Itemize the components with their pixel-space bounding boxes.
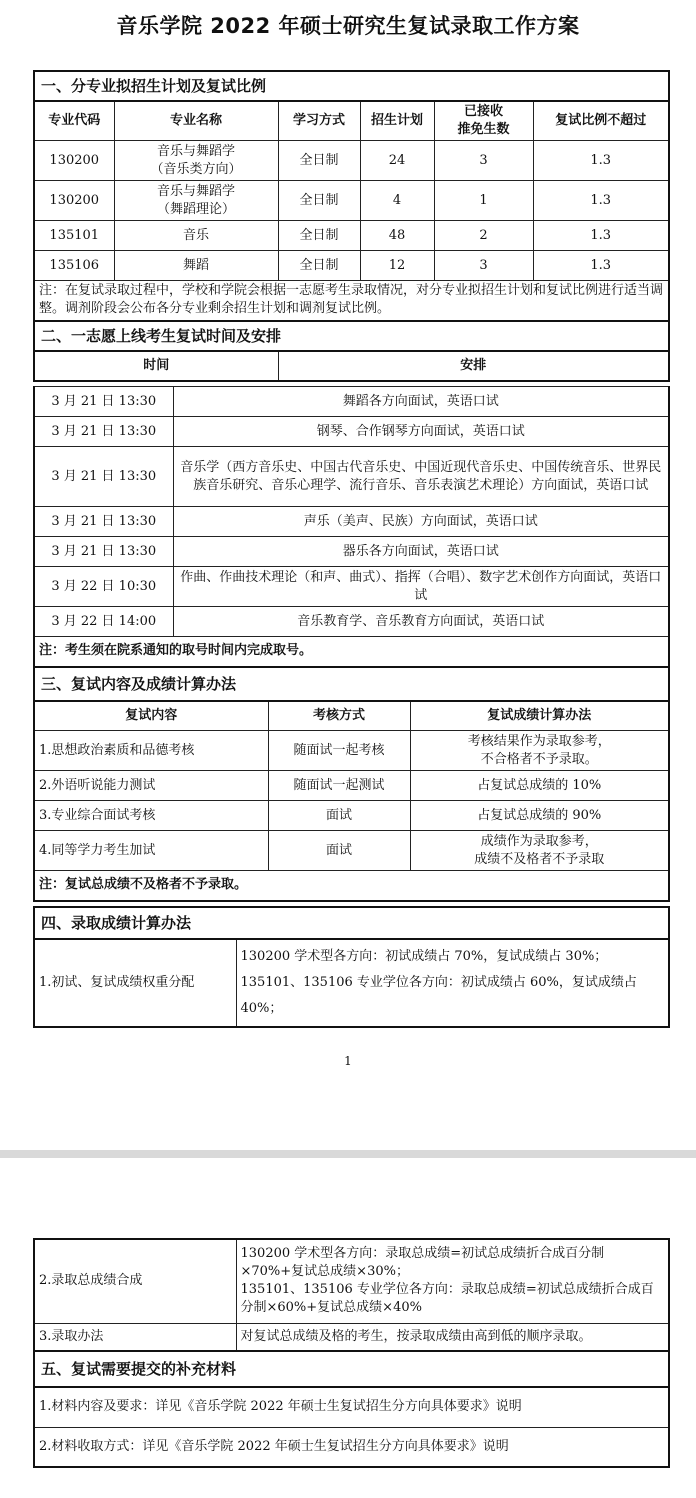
table-row: [34, 939, 669, 1027]
table-row: [34, 447, 669, 507]
s1-header: 招生计划: [360, 101, 434, 141]
cell: 1.3: [533, 181, 669, 221]
page-separator: [0, 1150, 696, 1158]
plan-table-page1: [33, 70, 670, 382]
cell: 12: [360, 251, 434, 281]
weight-line-1: 130200 学术型各方向：初试成绩占 70%，复试成绩占 30%；: [240, 949, 608, 964]
total-score-label: 2.录取总成绩合成: [34, 1239, 236, 1323]
section-heading-3: 三、复试内容及成绩计算办法: [34, 667, 669, 701]
section-heading-5: 五、复试需要提交的补充材料: [34, 1351, 669, 1387]
s1-header: 专业名称: [114, 101, 278, 141]
section-heading-4: 四、录取成绩计算办法: [34, 907, 669, 939]
cell: 3: [434, 141, 533, 181]
arrangement-cell: 音乐教育学、音乐教育方向面试，英语口试: [173, 607, 669, 637]
method-cell: 随面试一起测试: [268, 771, 410, 801]
time-cell: 3 月 21 日 13:30: [34, 507, 173, 537]
time-cell: 3 月 21 日 13:30: [34, 387, 173, 417]
cell: 135106: [34, 251, 114, 281]
calc-cell: 占复试总成绩的 10%: [410, 771, 669, 801]
cell: 1.3: [533, 251, 669, 281]
cell: 4: [360, 181, 434, 221]
s2-note: 注：考生须在院系通知的取号时间内完成取号。: [34, 637, 669, 667]
method-cell: 面试: [268, 801, 410, 831]
section-heading-2: 二、一志愿上线考生复试时间及安排: [34, 321, 669, 351]
s1-header: 复试比例不超过: [533, 101, 669, 141]
cell: 1: [434, 181, 533, 221]
cell: 音乐与舞蹈学 （音乐类方向）: [114, 141, 278, 181]
cell: 全日制: [278, 221, 360, 251]
table-row: [34, 537, 669, 567]
arrangement-cell: 声乐（美声、民族）方向面试，英语口试: [173, 507, 669, 537]
schedule-table: [33, 386, 670, 637]
assessment-table: [33, 636, 670, 902]
time-cell: 3 月 21 日 13:30: [34, 537, 173, 567]
table-row: [34, 417, 669, 447]
total-score-text: [236, 1239, 669, 1323]
table-row: [34, 251, 669, 281]
table-row: [34, 221, 669, 251]
calc-cell: 考核结果作为录取参考， 不合格者不予录取。: [410, 731, 669, 771]
cell: 全日制: [278, 251, 360, 281]
s1-header-row: [34, 101, 669, 141]
cell: 130200: [34, 141, 114, 181]
cell: 3: [434, 251, 533, 281]
weight-line-2: 135101、135106 专业学位各方向：初试成绩占 60%，复试成绩占 40%；: [240, 975, 637, 1016]
content-cell: 3.专业综合面试考核: [34, 801, 268, 831]
total-line-2: 135101、135106 专业学位各方向：录取总成绩=初试总成绩折合成百分制×60%+复试总成绩×40%: [240, 1282, 654, 1316]
table-row: [34, 771, 669, 801]
arrangement-cell: 舞蹈各方向面试，英语口试: [173, 387, 669, 417]
content-cell: 1.思想政治素质和品德考核: [34, 731, 268, 771]
arrangement-cell: 器乐各方向面试，英语口试: [173, 537, 669, 567]
s3-note: 注：复试总成绩不及格者不予录取。: [34, 871, 669, 901]
table-row: [34, 731, 669, 771]
cell: 1.3: [533, 141, 669, 181]
time-cell: 3 月 22 日 14:00: [34, 607, 173, 637]
method-cell: 面试: [268, 831, 410, 871]
content-cell: 2.外语听说能力测试: [34, 771, 268, 801]
method-cell: 随面试一起考核: [268, 731, 410, 771]
calc-cell: 占复试总成绩的 90%: [410, 801, 669, 831]
s1-header: 学习方式: [278, 101, 360, 141]
s1-note: 注：在复试录取过程中，学校和学院会根据一志愿考生录取情况，对分专业拟招生计划和复试比例进行适当调整。调剂阶段会公布各分专业剩余招生计划和调剂复试比例。: [34, 281, 669, 321]
cell: 130200: [34, 181, 114, 221]
cell: 2: [434, 221, 533, 251]
weight-label: 1.初试、复试成绩权重分配: [34, 939, 236, 1027]
admission-score-table-cont: [33, 1238, 670, 1468]
table-row: [34, 831, 669, 871]
table-row: [34, 567, 669, 607]
cell: 135101: [34, 221, 114, 251]
s1-header: 专业代码: [34, 101, 114, 141]
cell: 音乐: [114, 221, 278, 251]
s3-header: 复试内容: [34, 701, 268, 731]
s3-header: 考核方式: [268, 701, 410, 731]
cell: 舞蹈: [114, 251, 278, 281]
table-row: [34, 1323, 669, 1351]
table-row: [34, 181, 669, 221]
admission-score-table: [33, 906, 670, 1028]
method-label: 3.录取办法: [34, 1323, 236, 1351]
table-row: [34, 141, 669, 181]
content-cell: 4.同等学力考生加试: [34, 831, 268, 871]
cell: 24: [360, 141, 434, 181]
arrangement-cell: 钢琴、合作钢琴方向面试，英语口试: [173, 417, 669, 447]
s2-header: 时间: [34, 351, 278, 381]
table-row: [34, 387, 669, 417]
time-cell: 3 月 21 日 13:30: [34, 417, 173, 447]
time-cell: 3 月 22 日 10:30: [34, 567, 173, 607]
cell: 48: [360, 221, 434, 251]
cell: 全日制: [278, 181, 360, 221]
s2-header: 安排: [278, 351, 669, 381]
table-row: [34, 507, 669, 537]
table-row: [34, 801, 669, 831]
cell: 音乐与舞蹈学 （舞蹈理论）: [114, 181, 278, 221]
document-title: 音乐学院 2022 年硕士研究生复试录取工作方案: [116, 14, 580, 38]
s3-header-row: [34, 701, 669, 731]
time-cell: 3 月 21 日 13:30: [34, 447, 173, 507]
arrangement-cell: 音乐学（西方音乐史、中国古代音乐史、中国近现代音乐史、中国传统音乐、世界民族音乐研究、音乐心理学、流行音乐、音乐表演艺术理论）方向面试，英语口试: [173, 447, 669, 507]
table-row: [34, 607, 669, 637]
method-text: 对复试总成绩及格的考生，按录取成绩由高到低的顺序录取。: [236, 1323, 669, 1351]
table-row: [34, 1239, 669, 1323]
calc-cell: 成绩作为录取参考， 成绩不及格者不予录取: [410, 831, 669, 871]
materials-item-2: 2.材料收取方式：详见《音乐学院 2022 年硕士生复试招生分方向具体要求》说明: [34, 1427, 669, 1467]
total-line-1: 130200 学术型各方向：录取总成绩=初试总成绩折合成百分制×70%+复试总成绩×30%；: [240, 1246, 605, 1280]
arrangement-cell: 作曲、作曲技术理论（和声、曲式）、指挥（合唱）、数字艺术创作方向面试，英语口试: [173, 567, 669, 607]
cell: 全日制: [278, 141, 360, 181]
s2-header-row: [34, 351, 669, 381]
section-heading-1: 一、分专业拟招生计划及复试比例: [34, 71, 669, 101]
materials-item-1: 1.材料内容及要求：详见《音乐学院 2022 年硕士生复试招生分方向具体要求》说明: [34, 1387, 669, 1427]
s3-header: 复试成绩计算办法: [410, 701, 669, 731]
cell: 1.3: [533, 221, 669, 251]
weight-text: [236, 939, 669, 1027]
s1-header: 已接收 推免生数: [434, 101, 533, 141]
page-number: 1: [344, 1054, 352, 1068]
